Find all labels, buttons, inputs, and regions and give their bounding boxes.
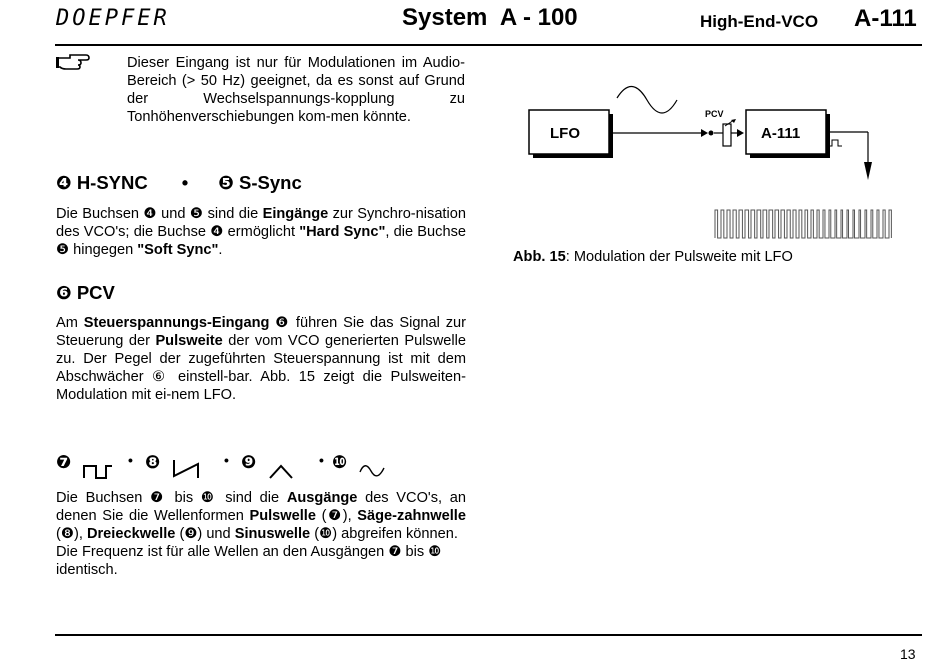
bullet: • [224,452,229,468]
module-subtitle: High-End-VCO [700,12,819,31]
pwm-pulse-line [715,210,891,238]
section-heading-outputs [56,450,396,484]
vco-label: A-111 [761,125,801,142]
pwm-diagram [525,80,895,245]
output-10-number: ❿ [332,452,348,473]
pcv-paragraph: Am Steuerspannungs-Eingang ❻ führen Sie das Signal zur Steuerung der Pulsweite der vom VCO generierten Pulswelle zu. Der Pegel der zugeführten Steuerspannung ist mit dem Abschwächer ⑥ einstell-bar. Abb. 15 zeigt die Pulsweiten-Modulation mit ei-nem LFO. [56,314,466,403]
pcv-jack [709,131,714,136]
output-8-number: ❽ [145,452,161,473]
output-7-number: ❼ [56,452,72,473]
section-heading-sync: ❹ H-SYNC • ❺ S-Sync [56,172,302,194]
triangle-wave-icon [268,460,298,480]
bullet: • [128,452,133,468]
section-heading-pcv: ❻ PCV [56,282,115,304]
pulse-wave-icon [82,460,116,480]
sine-wave-icon [358,460,388,480]
note-text: Dieser Eingang ist nur für Modulationen im Audio-Bereich (> 50 Hz) geeignet, da es sonst auf Grund der Wechselspannungs-kopplung zu Tonhöhenverschiebungen kom-men könnte. [127,55,465,125]
sawtooth-wave-icon [172,458,204,480]
sync-paragraph: Die Buchsen ❹ und ❺ sind die Eingänge zur Synchro-nisation des VCO's; die Buchse ❹ ermöglicht "Hard Sync", die Buchse ❺ hingegen "Soft Sync". [56,205,466,258]
footer-rule [55,634,922,636]
pointing-hand-icon [56,52,90,78]
bullet: • [319,452,324,468]
page-number: 13 [900,646,916,662]
attenuator-symbol [723,124,731,146]
figure-caption: Abb. 15: Modulation der Pulsweite mit LFO [513,249,793,265]
system-title: System A - 100 [402,4,578,31]
outputs-paragraph: Die Buchsen ❼ bis ❿ sind die Ausgänge des VCO's, an denen Sie die Wellenformen Pulswelle (❼), Säge-zahnwelle (❽), Dreieckwelle (❾) und Sinuswelle (❿) abgreifen können. Die Frequenz ist für alle Wellen an den Ausgängen ❼ bis ❿ identisch. [56,489,466,578]
lfo-label: LFO [550,125,580,142]
lfo-sine-wave [617,86,677,113]
pwm-pulse-train [715,210,891,238]
pcv-label: PCV [705,109,724,119]
header-rule [55,44,922,46]
output-9-number: ❾ [241,452,257,473]
module-code: A-111 [854,5,917,32]
output-arrow [864,162,872,180]
doepfer-logo: DOEPFER [56,6,170,31]
